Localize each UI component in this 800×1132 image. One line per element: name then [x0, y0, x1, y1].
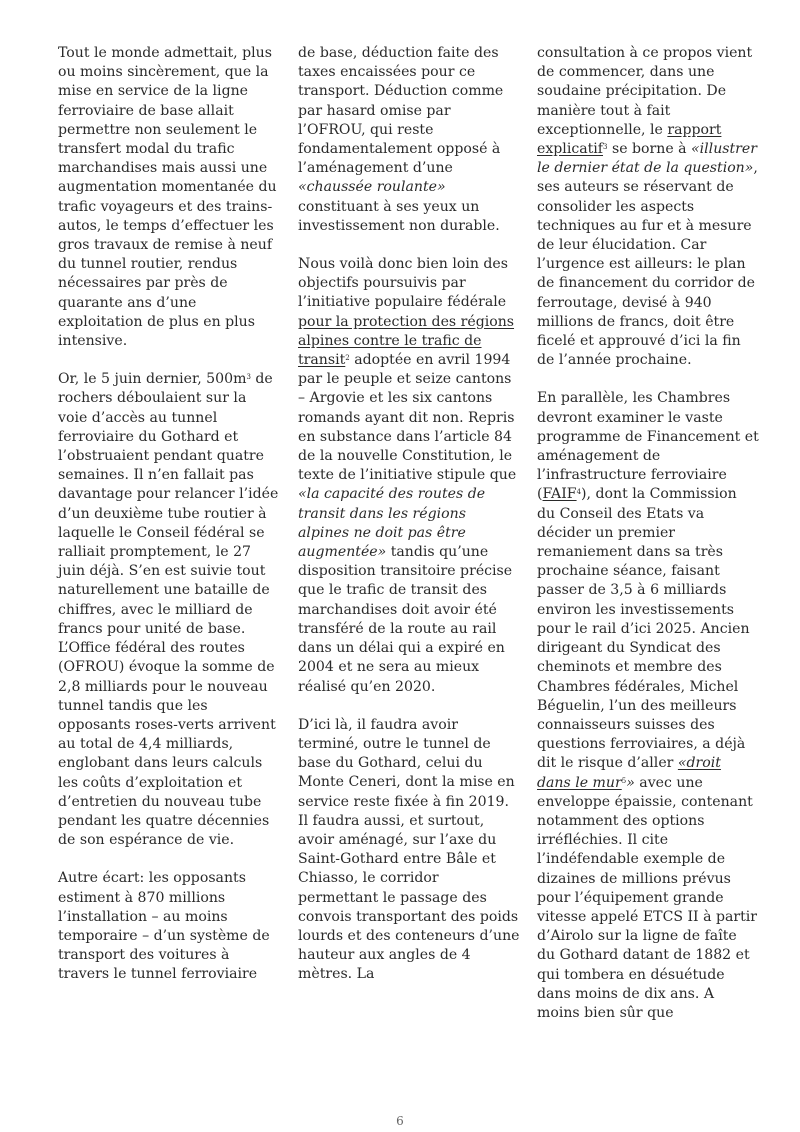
- footnote-ref[interactable]: 2: [345, 354, 350, 363]
- paragraph: de base, déduction faite des taxes encaissées pour ce transport. Déduction comme par hasard omise par l’OFROU, qui reste fondamentalement opposé à l’aménagement d’une «chaussée roulante» constituant à ses yeux un investissement non durable.: [298, 45, 504, 234]
- footnote-ref[interactable]: 3: [603, 143, 608, 152]
- paragraph: Or, le 5 juin dernier, $500m^3$ de rochers déboulaient sur la voie d’accès au tunnel ferroviaire du Gothard et l’obstruaient pendant quatre semaines. Il n’en fallait pas davantage pour relancer l’idée d’un deuxième tube routier à laquelle le Conseil fédéral se ralliait promptement, le 27 juin déjà. S’en est suivie tout naturellement une bataille de chiffres, avec le milliard de francs pour unité de base. L’Office fédéral des routes (OFROU) évoque la somme de 2,8 milliards pour le nouveau tunnel tandis que les opposants roses-verts arrivent au total de 4,4 milliards, englobant dans leurs calculs les coûts d’exploitation et d’entretien du nouveau tube pendant les quatre décennies de son espérance de vie.: [58, 371, 279, 849]
- column-1: [58, 44, 280, 1004]
- rapport-link[interactable]: rapport explicatif: [537, 121, 722, 158]
- superscript: 3: [246, 373, 251, 382]
- page-number: 6: [396, 1114, 404, 1128]
- footnote-ref[interactable]: 5: [621, 776, 627, 785]
- column-2: [298, 44, 520, 1004]
- quote: «chaussée roulante»: [298, 179, 446, 196]
- column-3: [537, 44, 759, 1042]
- paragraph: D’ici là, il faudra avoir terminé, outre le tunnel de base du Gothard, celui du Monte Ceneri, dont la mise en service reste fixée à fin 2019. Il faudra aussi, et surtout, avoir aménagé, sur l’axe du Saint-Gothard entre Bâle et Chiasso, le corridor permettant le passage des convois transportant des poids lourds et des conteneurs d’une hauteur aux angles de 4 mètres. La: [298, 716, 520, 983]
- paragraph: Nous voilà donc bien loin des objectifs poursuivis par l’initiative populaire fédérale pour la protection des régions alpines contre le trafic de transit$^2$ adoptée en avril 1994 par le peuple et seize cantons – Argovie et les six cantons romands ayant dit non. Repris en substance dans l’article 84 de la nouvelle Constitution, le texte de l’initiative stipule que «la capacité des routes de transit dans les régions alpines ne doit pas être augmentée» tandis qu’une disposition transitoire précise que le trafic de transit des marchandises doit avoir été transféré de la route au rail dans un délai qui a expiré en 2004 et ne sera au mieux réalisé qu’en 2020.: [298, 256, 517, 695]
- quote: «la capacité des routes de transit dans les régions alpines ne doit pas être augmentée»: [298, 486, 486, 561]
- footnote-ref[interactable]: 4: [576, 488, 582, 497]
- faif-link[interactable]: FAIF: [542, 486, 577, 503]
- paragraph: En parallèle, les Chambres devront examiner le vaste programme de Financement et aménagement de l’infrastructure ferroviaire (FAIF$^4$), dont la Commission du Conseil des Etats va décider un premier remaniement dans sa très prochaine séance, faisant passer de 3,5 à 6 milliards environ les investissements pour le rail d’ici 2025. Ancien dirigeant du Syndicat des cheminots et membre des Chambres fédérales, Michel Béguelin, l’un des meilleurs connaisseurs suisses des questions ferroviaires, a déjà dit le risque d’aller «droit dans le mur$^5$» avec une enveloppe épaissie, contenant notamment des options irréfléchies. Il cite l’indéfendable exemple de dizaines de millions prévus pour l’équipement grande vitesse appelé ETCS II à partir d’Airolo sur la ligne de faîte du Gothard datant de 1882 et qui tombera en désuétude dans moins de dix ans. A moins bien sûr que: [537, 390, 759, 1021]
- initiative-link[interactable]: pour la protection des régions alpines contre le trafic de transit: [298, 313, 515, 369]
- paragraph: consultation à ce propos vient de commencer, dans une soudaine précipitation. De manière tout à fait exceptionnelle, le rapport explicatif$^3$ se borne à «illustrer le dernier état de la question», ses auteurs se réservant de consolider les aspects techniques au fur et à mesure de leur élucidation. Car l’urgence est ailleurs: le plan de financement du corridor de ferroutage, devisé à 940 millions de francs, doit être ficelé et approuvé d’ici la fin de l’année prochaine.: [537, 45, 758, 369]
- paragraph: Tout le monde admettait, plus ou moins sincèrement, que la mise en service de la ligne ferroviaire de base allait permettre non seulement le transfert modal du trafic marchandises mais aussi une augmentation momentanée du trafic voyageurs et des trains-autos, le temps d’effectuer les gros travaux de remise à neuf du tunnel routier, rendus nécessaires par près de quarante ans d’une exploitation de plus en plus intensive.: [58, 45, 277, 350]
- paragraph: Autre écart: les opposants estiment à 870 millions l’installation – au moins temporaire – d’un système de transport des voitures à travers le tunnel ferroviaire: [58, 870, 270, 983]
- quote-link[interactable]: «droit dans le mur: [537, 755, 721, 791]
- quote: «illustrer le dernier état de la question»: [537, 141, 757, 177]
